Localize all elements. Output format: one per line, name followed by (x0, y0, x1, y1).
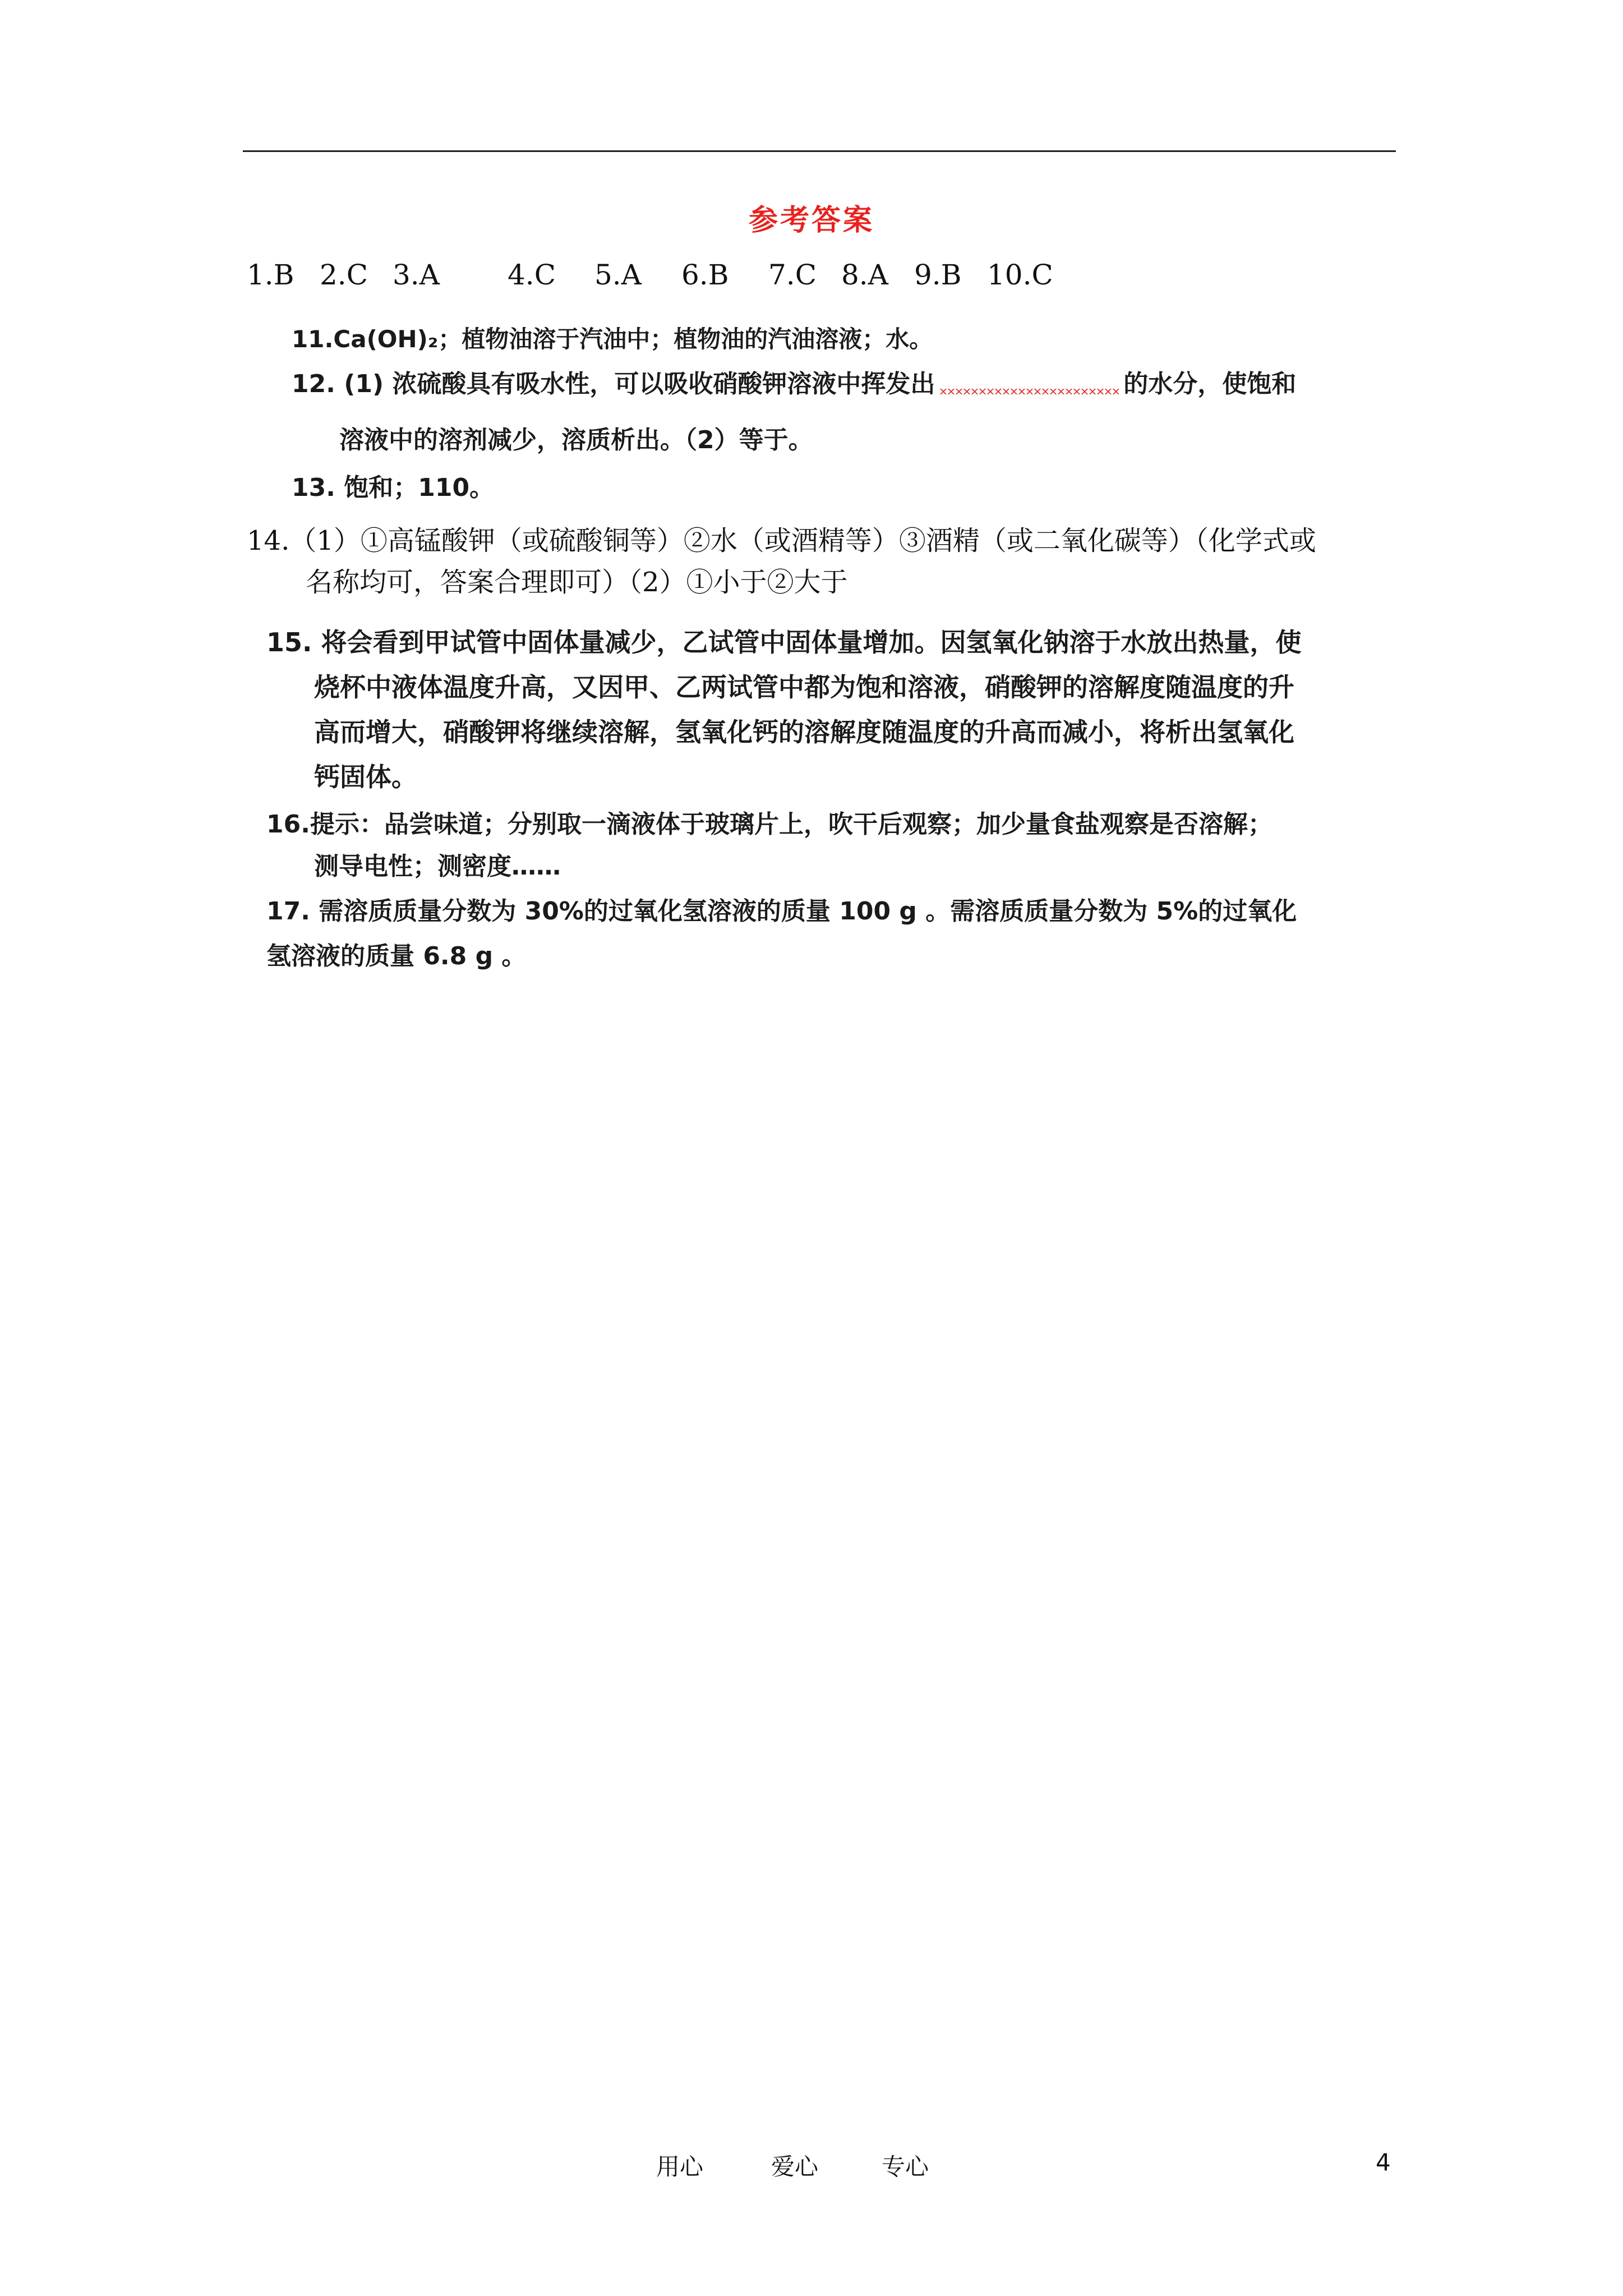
mc-answer: 3.A (393, 259, 440, 291)
answer-16-line-2: 测导电性；测密度…… (314, 852, 561, 881)
answer-12-text-after: 的水分，使饱和 (1123, 370, 1297, 398)
answer-13: 13. 饱和；110。 (292, 473, 495, 502)
answer-15-line-1: 15. 将会看到甲试管中固体量减少，乙试管中固体量增加。因氢氧化钠溶于水放出热量，使 (266, 627, 1302, 657)
answer-15-line-4: 钙固体。 (314, 762, 417, 792)
mc-answer: 7.C (768, 259, 817, 291)
answer-12-text-before: 12. (1) 浓硫酸具有吸水性，可以吸收硝酸钾溶液中挥发出 (292, 370, 935, 398)
answer-12-line-2: 溶液中的溶剂减少，溶质析出。（2）等于。 (339, 426, 813, 454)
mc-answer: 4.C (508, 259, 556, 291)
answer-key-title: 参考答案 (748, 204, 874, 237)
mc-answer: 2.C (320, 259, 368, 291)
footer-motto: 专心 (882, 2153, 929, 2180)
answer-11: 11.Ca(OH)₂；植物油溶于汽油中；植物油的汽油溶液；水。 (292, 325, 933, 353)
answer-14-line-1: 14.（1）①高锰酸钾（或硫酸铜等）②水（或酒精等）③酒精（或二氧化碳等）（化学式或 (247, 525, 1316, 556)
mc-answer: 1.B (247, 259, 294, 291)
answer-14-line-2: 名称均可，答案合理即可）（2）①小于②大于 (306, 567, 848, 598)
answer-17-line-1: 17. 需溶质质量分数为 30%的过氧化氢溶液的质量 100 g 。需溶质质量分数为 5%的过氧化 (266, 897, 1297, 926)
mc-answer: 10.C (987, 259, 1053, 291)
footer-motto: 用心 (656, 2153, 704, 2180)
fill-in-blank (939, 372, 1119, 394)
answer-16-line-1: 16.提示：品尝味道；分别取一滴液体于玻璃片上，吹干后观察；加少量食盐观察是否溶解； (266, 810, 1272, 839)
mc-answer: 6.B (681, 259, 729, 291)
mc-answer: 5.A (594, 259, 642, 291)
header-rule (243, 150, 1396, 152)
page-number: 4 (1376, 2148, 1391, 2176)
mc-answer: 8.A (841, 259, 888, 291)
mc-answer: 9.B (914, 259, 962, 291)
footer-motto: 爱心 (771, 2153, 819, 2180)
answer-12-line-1 (292, 367, 1296, 401)
answer-17-line-2: 氢溶液的质量 6.8 g 。 (266, 942, 527, 970)
answer-15-line-2: 烧杯中液体温度升高，又因甲、乙两试管中都为饱和溶液，硝酸钾的溶解度随温度的升 (314, 672, 1294, 702)
answer-15-line-3: 高而增大，硝酸钾将继续溶解，氢氧化钙的溶解度随温度的升高而减小，将析出氢氧化 (314, 717, 1294, 747)
